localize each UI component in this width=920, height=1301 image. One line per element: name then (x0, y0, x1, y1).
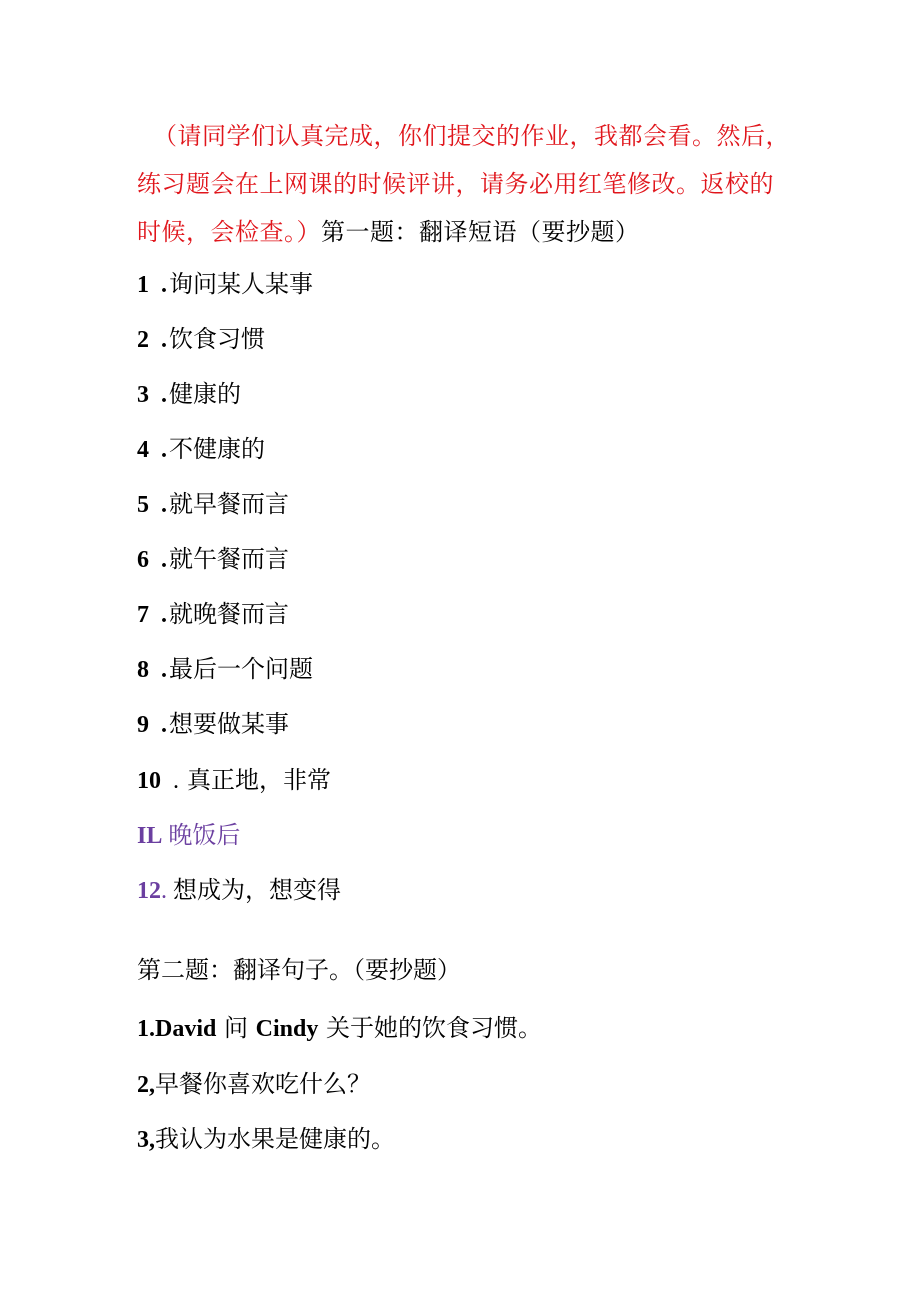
item-number: IL (137, 823, 163, 849)
item-number: 3 (137, 382, 149, 408)
sentence-item-2 (137, 1068, 371, 1101)
item-number: 2 (137, 327, 149, 353)
item-text: 我认为水果是健康的。 (155, 1125, 395, 1153)
phrase-item-6: 6 .就午餐而言 (137, 545, 289, 573)
item-number: 5 (137, 492, 149, 518)
item-text: 就早餐而言 (169, 490, 289, 518)
phrase-item-3: 3 .健康的 (137, 380, 241, 408)
item-text: 想要做某事 (169, 710, 289, 738)
item-text: 不健康的 (169, 435, 265, 463)
teacher-instructions: （请同学们认真完成，你们提交的作业，我都会看。然后，练习题会在上网课的时候评讲，请务必用红笔修改。返校的时候，会检查。） (137, 122, 790, 246)
item-text: 晚饭后 (168, 821, 241, 849)
phrase-item-5: 5 .就早餐而言 (137, 490, 289, 518)
phrase-item-1: 1 .询问某人某事 (137, 270, 313, 298)
item-text: 饮食习惯 (169, 325, 265, 353)
sentence-item-3 (137, 1123, 395, 1156)
section2-title: 第二题：翻译句子。（要抄题） (137, 956, 461, 984)
phrase-item-12: 12. 想成为，想变得 (137, 876, 341, 904)
section1-title: 第一题：翻译短语（要抄题） (321, 218, 640, 246)
item-number: 2, (137, 1072, 155, 1098)
item-text: 健康的 (169, 380, 241, 408)
item-number: 12 (137, 878, 161, 904)
phrase-item-4: 4 .不健康的 (137, 435, 265, 463)
item-number: 8 (137, 657, 149, 683)
item-text: 询问某人某事 (169, 270, 313, 298)
item-number: 3, (137, 1127, 155, 1153)
item-number: 4 (137, 437, 149, 463)
item-text: 真正地，非常 (187, 766, 331, 794)
phrase-item-10: 10 . 真正地，非常 (137, 766, 331, 794)
item-text: 早餐你喜欢吃什么？ (155, 1070, 371, 1098)
item-text: 就午餐而言 (169, 545, 289, 573)
item-text: 想成为，想变得 (173, 876, 341, 904)
phrase-item-8: 8 .最后一个问题 (137, 655, 313, 683)
item-number: 1. (137, 1016, 155, 1042)
phrase-item-11 (137, 819, 240, 852)
item-number: 10 (137, 768, 161, 794)
instructions-paragraph (137, 112, 797, 256)
item-number: 7 (137, 602, 149, 628)
item-text: 就晚餐而言 (169, 600, 289, 628)
item-number: 9 (137, 712, 149, 738)
phrase-item-2: 2 .饮食习惯 (137, 325, 265, 353)
sentence-item-1: 1.David 问 Cindy 关于她的饮食习惯。 (137, 1014, 542, 1042)
item-number: 6 (137, 547, 149, 573)
phrase-item-9: 9 .想要做某事 (137, 710, 289, 738)
item-text: 最后一个问题 (169, 655, 313, 683)
item-number: 1 (137, 272, 149, 298)
phrase-item-7: 7 .就晚餐而言 (137, 600, 289, 628)
